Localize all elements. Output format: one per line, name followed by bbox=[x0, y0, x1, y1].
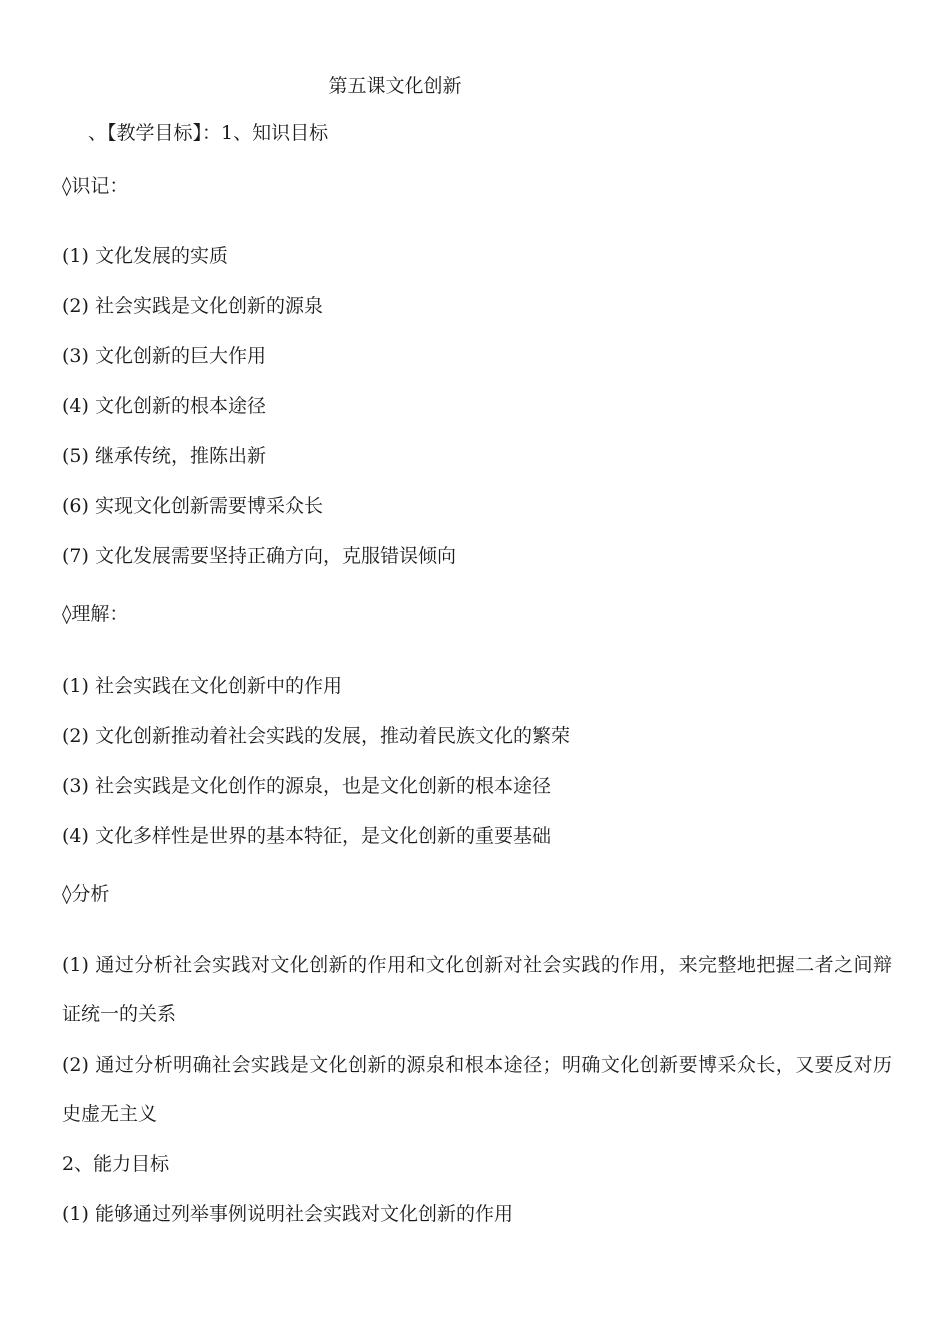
ability-heading: 2、能力目标 bbox=[62, 1153, 170, 1175]
list-item: (1) 社会实践在文化创新中的作用 bbox=[62, 675, 342, 697]
list-item: (3) 社会实践是文化创作的源泉，也是文化创新的根本途径 bbox=[62, 775, 551, 797]
document-title: 第五课文化创新 bbox=[328, 75, 462, 97]
list-item: (1) 文化发展的实质 bbox=[62, 245, 228, 267]
section-heading-analyze: ◊分析 bbox=[62, 883, 110, 905]
paragraph-item: (2) 通过分析明确社会实践是文化创新的源泉和根本途径；明确文化创新要博采众长，又要反对历史虚无主义 bbox=[62, 1054, 892, 1125]
list-item: (2) 社会实践是文化创新的源泉 bbox=[62, 295, 323, 317]
list-item: (7) 文化发展需要坚持正确方向，克服错误倾向 bbox=[62, 545, 456, 567]
section-heading-memorize: ◊识记： bbox=[62, 175, 129, 197]
paragraph-item: (1) 通过分析社会实践对文化创新的作用和文化创新对社会实践的作用，来完整地把握二者之间辩证统一的关系 bbox=[62, 954, 892, 1025]
list-item: (3) 文化创新的巨大作用 bbox=[62, 345, 266, 367]
objective-heading: 、【教学目标】：1、知识目标 bbox=[88, 122, 329, 144]
list-item: (6) 实现文化创新需要博采众长 bbox=[62, 495, 323, 517]
list-item: (2) 文化创新推动着社会实践的发展，推动着民族文化的繁荣 bbox=[62, 725, 570, 747]
list-item: (5) 继承传统，推陈出新 bbox=[62, 445, 266, 467]
section-heading-understand: ◊理解： bbox=[62, 603, 129, 625]
list-item: (4) 文化多样性是世界的基本特征，是文化创新的重要基础 bbox=[62, 825, 551, 847]
list-item: (4) 文化创新的根本途径 bbox=[62, 395, 266, 417]
list-item: (1) 能够通过列举事例说明社会实践对文化创新的作用 bbox=[62, 1203, 513, 1225]
